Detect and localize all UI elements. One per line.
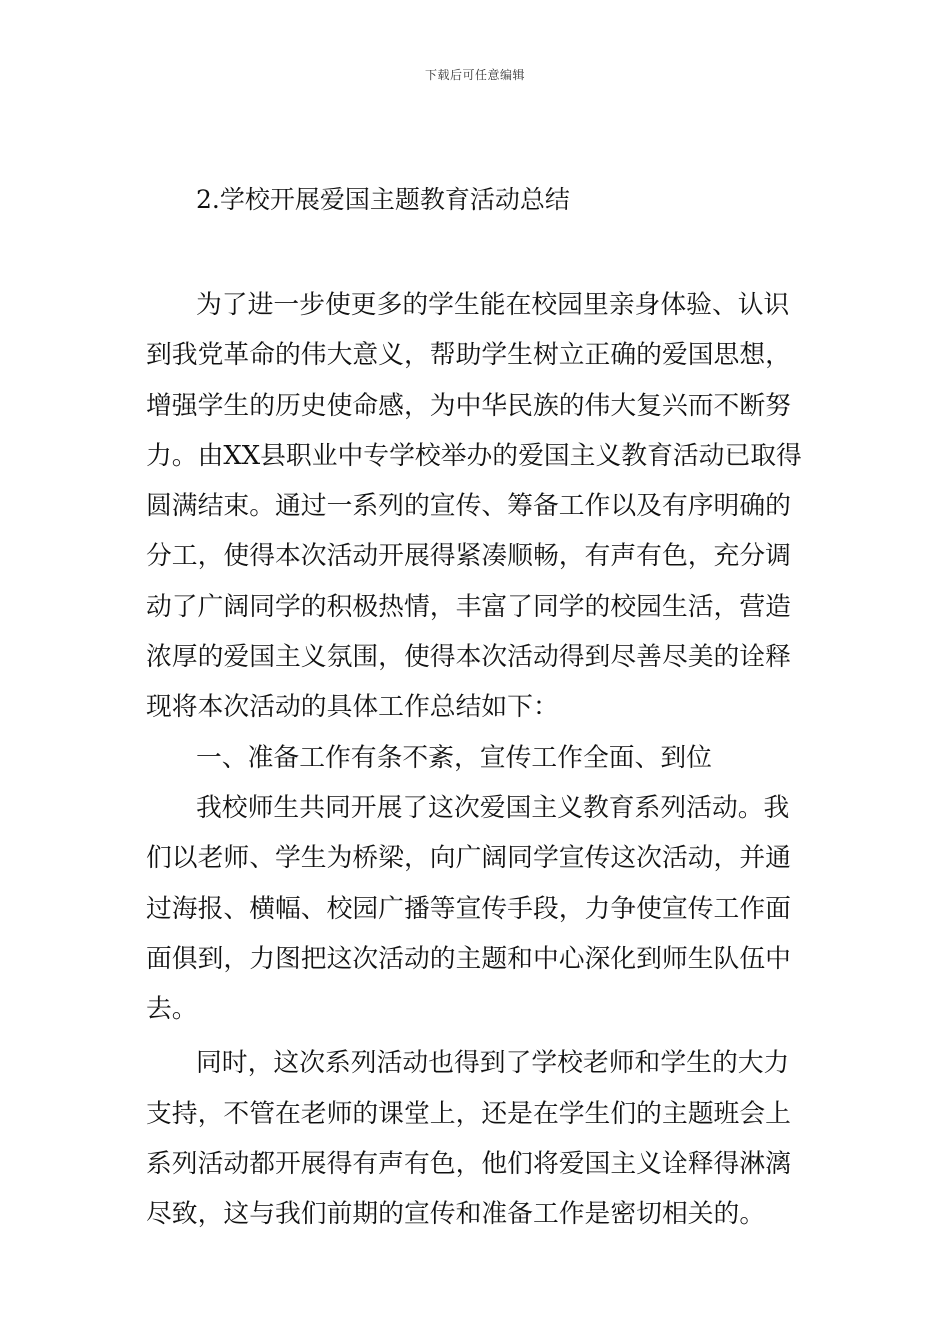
paragraph-2-line: 过海报、横幅、校园广播等宣传手段，力争使宣传工作面 bbox=[146, 893, 791, 924]
paragraph-1-line: 力。由XX县职业中专学校举办的爱国主义教育活动已取得 bbox=[146, 440, 802, 471]
paragraph-2-line: 们以老师、学生为桥梁，向广阔同学宣传这次活动，并通 bbox=[146, 843, 791, 874]
paragraph-1-line: 为了进一步使更多的学生能在校园里亲身体验、认识 bbox=[196, 290, 790, 320]
paragraph-2-line: 我校师生共同开展了这次爱国主义教育系列活动。我 bbox=[196, 792, 790, 823]
header-note: 下载后可任意编辑 bbox=[424, 68, 525, 82]
paragraph-1-line: 浓厚的爱国主义氛围，使得本次活动得到尽善尽美的诠释 bbox=[146, 642, 791, 673]
paragraph-2-line: 去。 bbox=[146, 994, 198, 1025]
paragraph-3-line: 系列活动都开展得有声有色，他们将爱国主义诠释得淋漓 bbox=[146, 1149, 791, 1180]
paragraph-2-line: 面俱到，力图把这次活动的主题和中心深化到师生队伍中 bbox=[146, 943, 791, 974]
document-title: 2.学校开展爱国主题教育活动总结 bbox=[196, 185, 570, 214]
paragraph-3-line: 支持，不管在老师的课堂上，还是在学生们的主题班会上 bbox=[146, 1098, 791, 1129]
paragraph-1-line: 动了广阔同学的积极热情，丰富了同学的校园生活，营造 bbox=[146, 591, 791, 622]
paragraph-1-line: 到我党革命的伟大意义，帮助学生树立正确的爱国思想， bbox=[146, 340, 791, 371]
paragraph-3-line: 同时，这次系列活动也得到了学校老师和学生的大力 bbox=[196, 1048, 790, 1079]
section-1-heading: 一、准备工作有条不紊，宣传工作全面、到位 bbox=[196, 742, 712, 773]
paragraph-1-line: 圆满结束。通过一系列的宣传、筹备工作以及有序明确的 bbox=[146, 491, 791, 522]
paragraph-1-line: 增强学生的历史使命感，为中华民族的伟大复兴而不断努 bbox=[146, 390, 791, 421]
document-body bbox=[146, 280, 810, 1240]
paragraph-3-line: 尽致，这与我们前期的宣传和准备工作是密切相关的。 bbox=[146, 1199, 766, 1230]
paragraph-1-line: 分工，使得本次活动开展得紧凑顺畅，有声有色，充分调 bbox=[146, 541, 791, 572]
paragraph-1-line: 现将本次活动的具体工作总结如下： bbox=[146, 692, 559, 723]
